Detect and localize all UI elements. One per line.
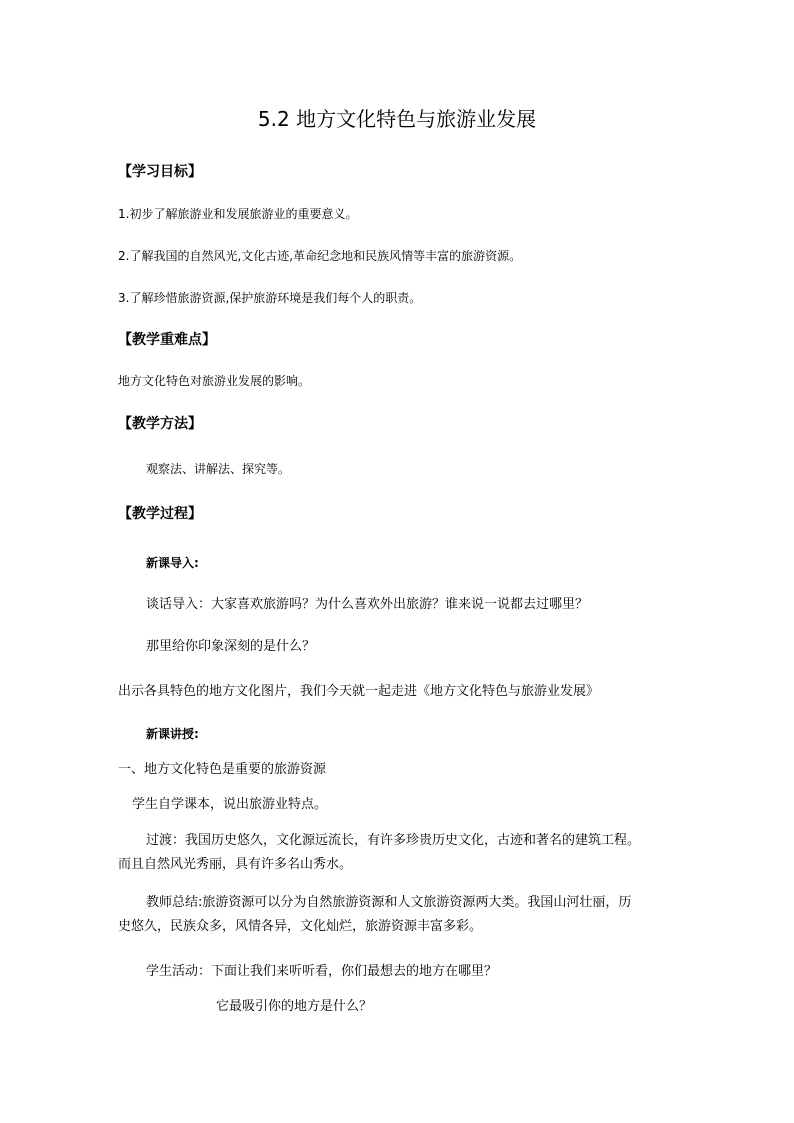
intro-line-3: 出示各具特色的地方文化图片，我们今天就一起走进《地方文化特色与旅游业发展》 [118, 684, 600, 699]
summary-line-2: 史悠久，民族众多，风情各异，文化灿烂，旅游资源丰富多彩。 [118, 919, 483, 934]
activity-line-2: 它最吸引你的地方是什么？ [216, 999, 373, 1014]
process-heading: 【教学过程】 [118, 506, 202, 522]
page-title: 5.2 地方文化特色与旅游业发展 [257, 107, 537, 131]
objective-item-3: 3.了解珍惜旅游资源,保护旅游环境是我们每个人的职责。 [118, 291, 422, 305]
objectives-heading: 【学习目标】 [118, 164, 202, 180]
self-study-text: 学生自学课本，说出旅游业特点。 [132, 797, 328, 812]
intro-label: 新课导入: [146, 556, 199, 570]
objective-item-1: 1.初步了解旅游业和发展旅游业的重要意义。 [118, 207, 358, 221]
activity-line-1: 学生活动：下面让我们来听听看，你们最想去的地方在哪里？ [146, 964, 498, 979]
transition-line-1: 过渡：我国历史悠久，文化源远流长，有许多珍贵历史文化，古迹和著名的建筑工程。 [146, 833, 641, 848]
objective-item-2: 2.了解我国的自然风光,文化古迹,革命纪念地和民族风情等丰富的旅游资源。 [118, 249, 522, 263]
transition-line-2: 而且自然风光秀丽，具有许多名山秀水。 [118, 857, 353, 872]
part1-heading: 一、地方文化特色是重要的旅游资源 [118, 762, 327, 777]
key-points-heading: 【教学重难点】 [118, 332, 216, 348]
key-points-text: 地方文化特色对旅游业发展的影响。 [118, 374, 311, 388]
lecture-label: 新课讲授: [146, 727, 199, 741]
methods-text: 观察法、讲解法、探究等。 [146, 462, 291, 476]
intro-line-2: 那里给你印象深刻的是什么？ [146, 639, 316, 654]
intro-line-1: 谈话导入：大家喜欢旅游吗？为什么喜欢外出旅游？谁来说一说都去过哪里？ [146, 597, 589, 612]
summary-line-1: 教师总结:旅游资源可以分为自然旅游资源和人文旅游资源两大类。我国山河壮丽，历 [146, 895, 632, 910]
methods-heading: 【教学方法】 [118, 416, 202, 432]
